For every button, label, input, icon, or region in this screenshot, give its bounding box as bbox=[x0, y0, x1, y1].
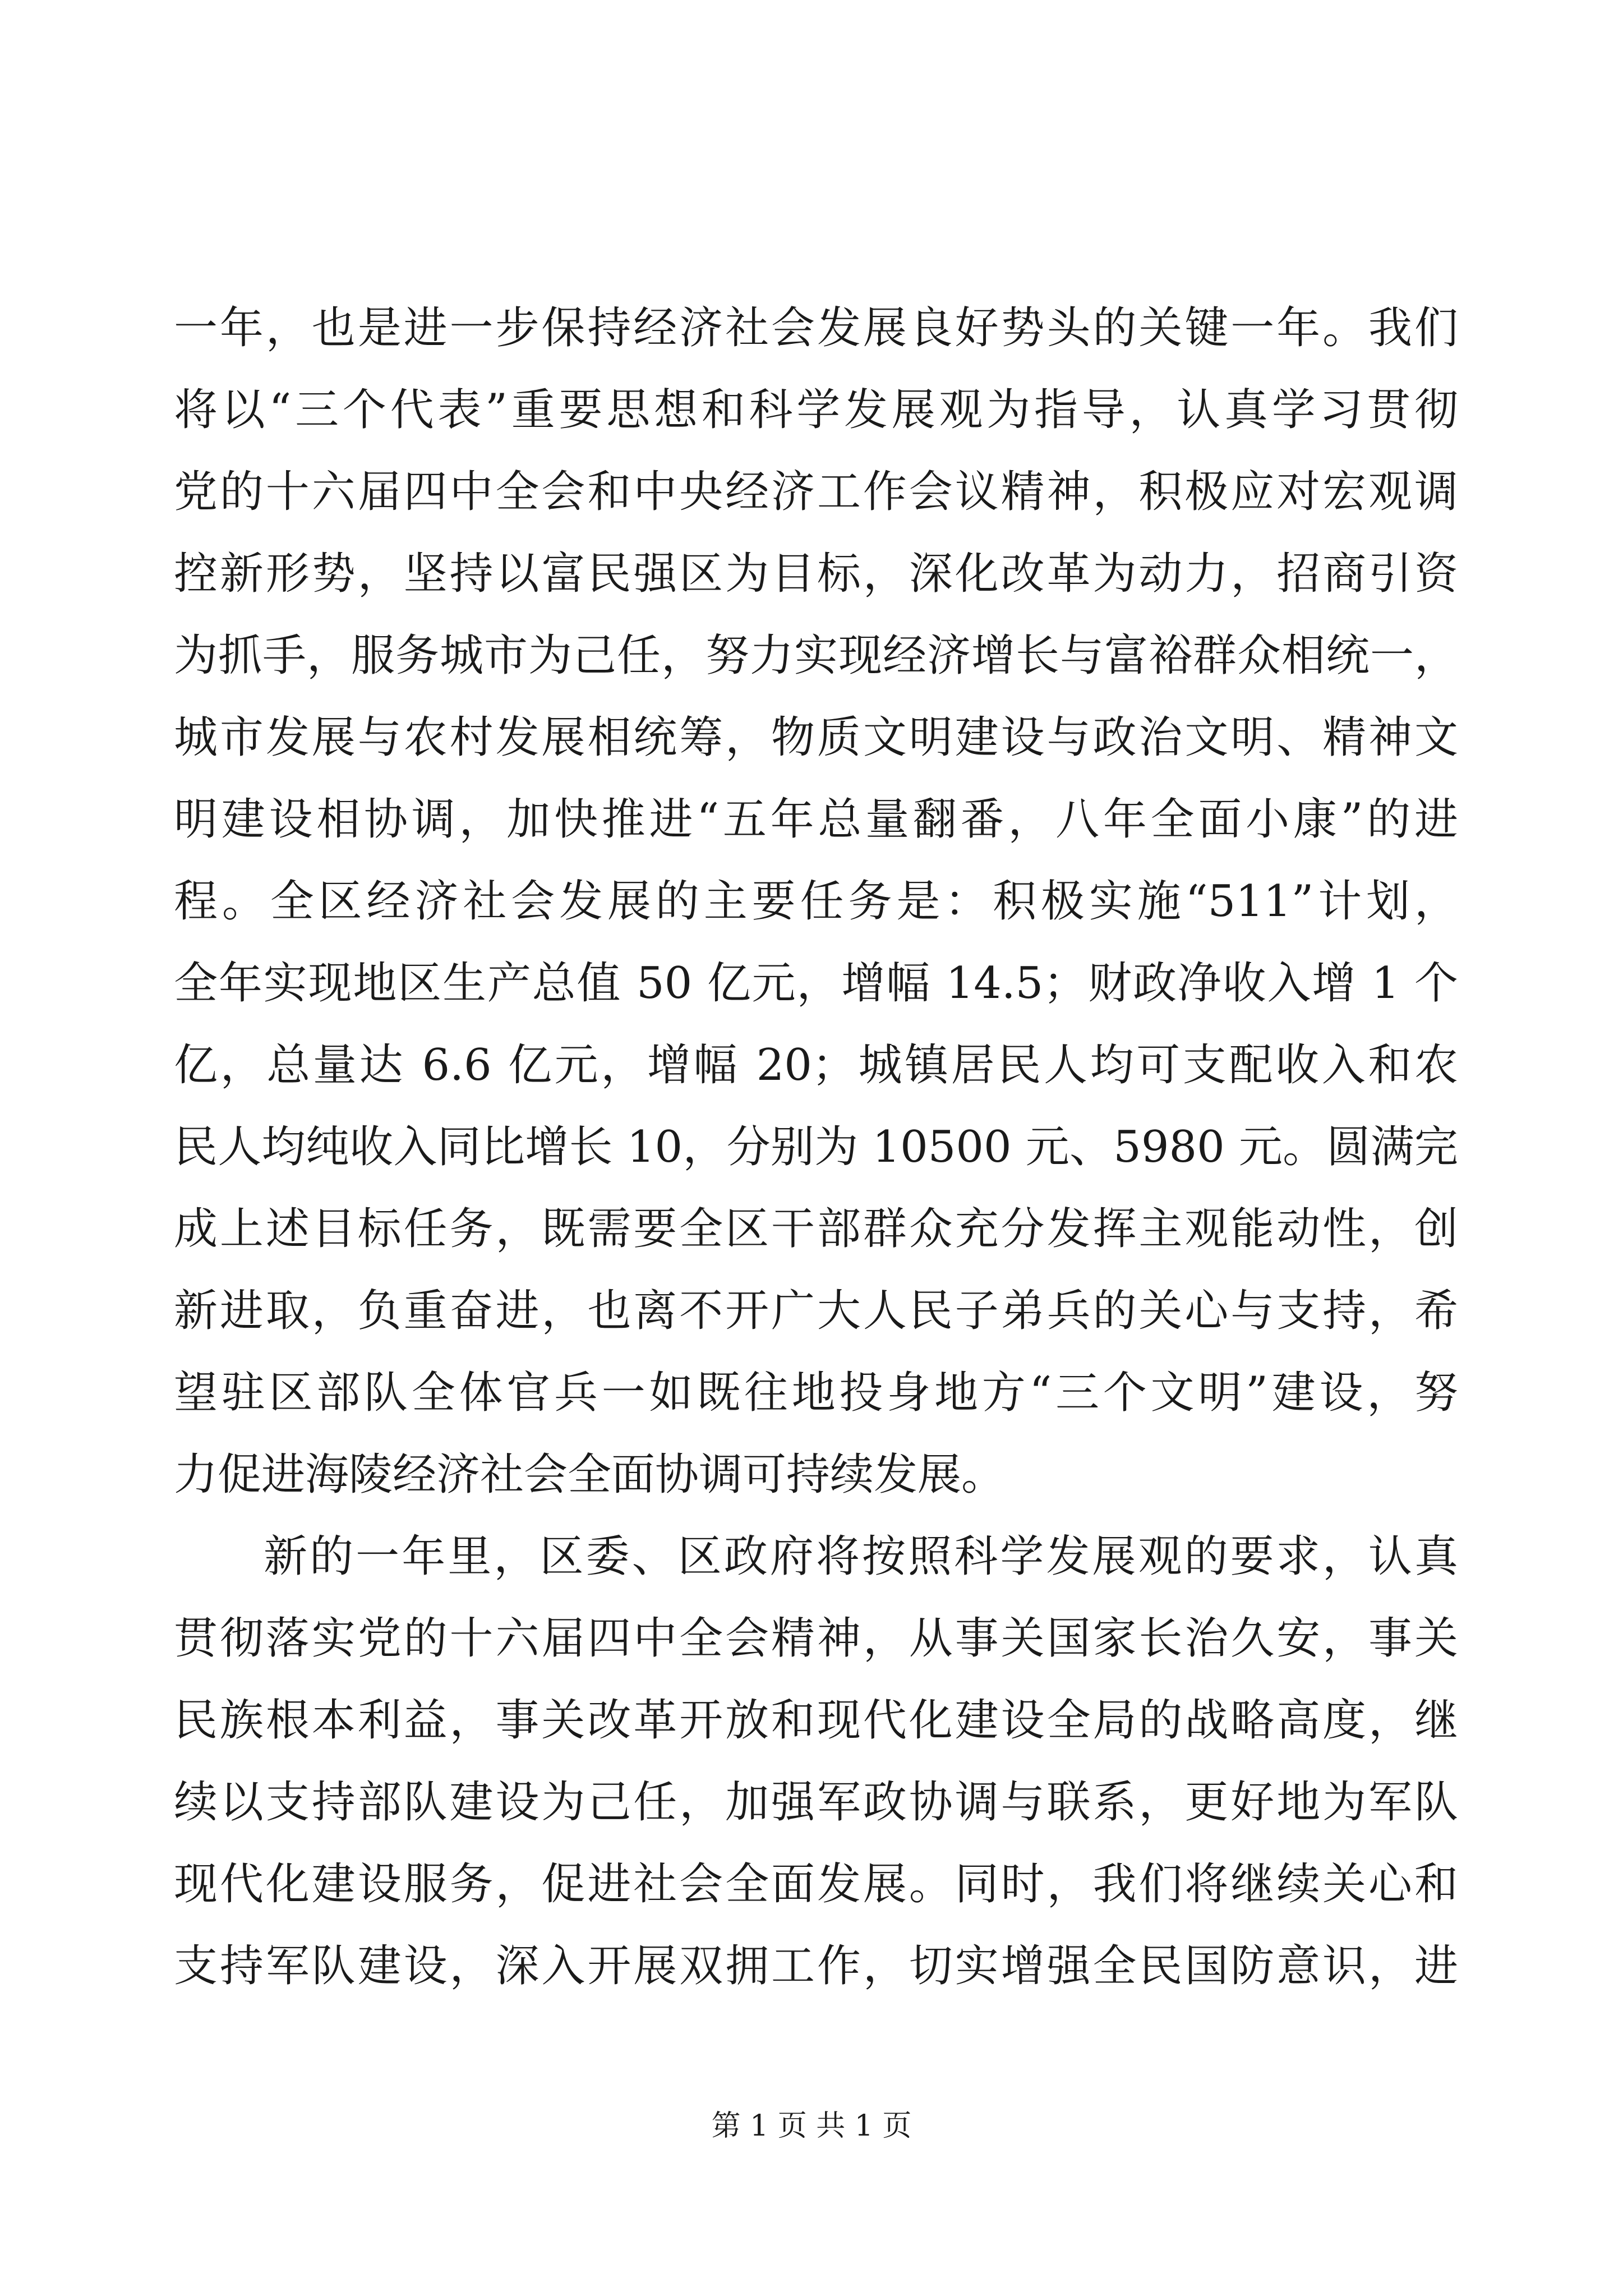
page-footer: 第 1 页 共 1 页 bbox=[711, 2109, 912, 2143]
text-line: 现代化建设服务，促进社会全面发展。同时，我们将继续关心和 bbox=[174, 1859, 1458, 1910]
text-line: 控新形势，坚持以富民强区为目标，深化改革为动力，招商引资 bbox=[174, 549, 1458, 599]
text-line: 新的一年里，区委、区政府将按照科学发展观的要求，认真 bbox=[264, 1531, 1458, 1582]
text-line: 一年，也是进一步保持经济社会发展良好势头的关键一年。我们 bbox=[174, 303, 1458, 353]
text-line: 为抓手，服务城市为己任，努力实现经济增长与富裕群众相统一， bbox=[174, 631, 1458, 681]
paragraph-2 bbox=[174, 1516, 1458, 2007]
text-line: 成上述目标任务，既需要全区干部群众充分发挥主观能动性，创 bbox=[174, 1204, 1458, 1254]
text-line: 望驻区部队全体官兵一如既往地投身地方“三个文明”建设，努 bbox=[174, 1368, 1458, 1418]
document-body bbox=[174, 287, 1458, 2007]
text-line: 续以支持部队建设为己任，加强军政协调与联系，更好地为军队 bbox=[174, 1777, 1458, 1828]
text-line: 民人均纯收入同比增长 10，分别为 10500 元、5980 元。圆满完 bbox=[174, 1122, 1458, 1172]
text-line: 全年实现地区生产总值 50 亿元，增幅 14.5；财政净收入增 1 个 bbox=[174, 958, 1458, 1009]
text-line: 民族根本利益，事关改革开放和现代化建设全局的战略高度，继 bbox=[174, 1695, 1458, 1746]
text-line: 明建设相协调，加快推进“五年总量翻番，八年全面小康”的进 bbox=[174, 794, 1458, 845]
text-line: 支持军队建设，深入开展双拥工作，切实增强全民国防意识，进 bbox=[174, 1941, 1458, 1991]
text-line: 亿，总量达 6.6 亿元，增幅 20；城镇居民人均可支配收入和农 bbox=[174, 1040, 1458, 1091]
text-line: 贯彻落实党的十六届四中全会精神，从事关国家长治久安，事关 bbox=[174, 1613, 1458, 1664]
paragraph-1 bbox=[174, 287, 1458, 1516]
text-line: 力促进海陵经济社会全面协调可持续发展。 bbox=[174, 1450, 1006, 1500]
text-line: 党的十六届四中全会和中央经济工作会议精神，积极应对宏观调 bbox=[174, 467, 1458, 517]
text-line: 新进取，负重奋进，也离不开广大人民子弟兵的关心与支持，希 bbox=[174, 1286, 1458, 1336]
text-line: 城市发展与农村发展相统筹，物质文明建设与政治文明、精神文 bbox=[174, 712, 1458, 763]
text-line: 程。全区经济社会发展的主要任务是：积极实施“511”计划， bbox=[174, 876, 1458, 927]
text-line: 将以“三个代表”重要思想和科学发展观为指导，认真学习贯彻 bbox=[174, 385, 1458, 435]
